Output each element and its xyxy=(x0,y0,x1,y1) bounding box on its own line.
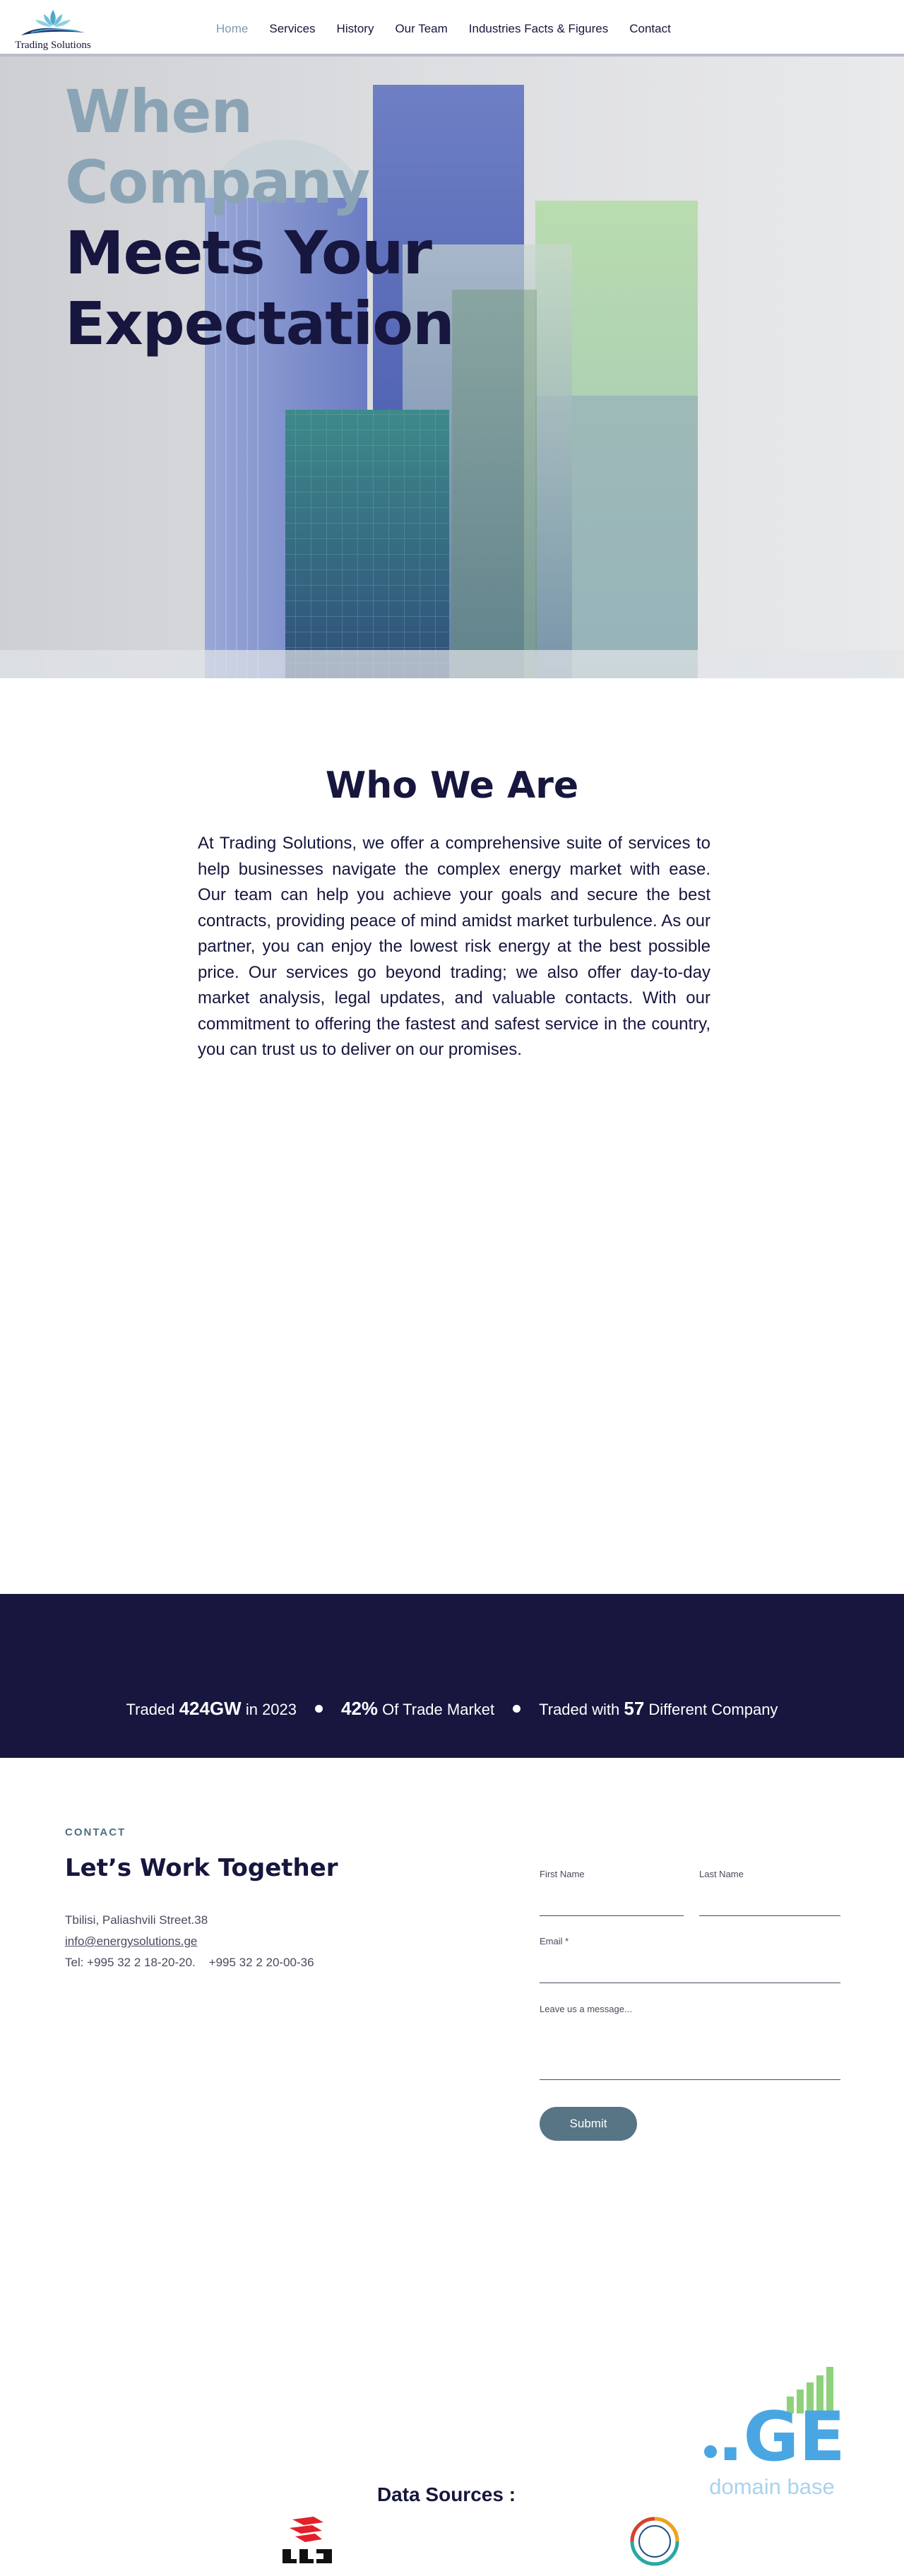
contact-kicker: CONTACT xyxy=(65,1826,126,1838)
about-title: Who We Are xyxy=(325,764,579,807)
message-label: Leave us a message... xyxy=(540,2004,632,2014)
logo-text: Trading Solutions xyxy=(15,40,91,51)
nav-contact[interactable]: Contact xyxy=(629,22,671,35)
ge-logo-icon xyxy=(703,2367,845,2462)
last-name-field[interactable] xyxy=(699,1869,840,1916)
stats-band xyxy=(0,1594,904,1758)
nav-services[interactable]: Services xyxy=(269,22,316,35)
hero-line-3: Meets Your xyxy=(65,218,432,288)
hero-line-4: Expectation xyxy=(65,289,454,358)
first-name-input[interactable] xyxy=(540,1884,686,1897)
nav-history[interactable]: History xyxy=(336,22,374,35)
last-name-input[interactable] xyxy=(699,1884,843,1897)
esco-source-logo-icon[interactable] xyxy=(629,2515,681,2568)
ge-logo-subtitle: domain base xyxy=(709,2474,835,2499)
site-header xyxy=(0,0,904,57)
email-field[interactable] xyxy=(540,1936,840,1983)
stat-traded-gw: Traded 424GW in 2023 xyxy=(126,1698,297,1719)
contact-address: Tbilisi, Paliashvili Street.38 xyxy=(65,1913,208,1927)
contact-phone: Tel: +995 32 2 18-20-20. +995 32 2 20-00-36 xyxy=(65,1956,314,1969)
contact-email-link[interactable]: info@energysolutions.ge xyxy=(65,1934,198,1948)
first-name-label: First Name xyxy=(540,1869,585,1879)
contact-info xyxy=(65,1910,314,1973)
nav-our-team[interactable]: Our Team xyxy=(395,22,448,35)
hero-line-2: Company xyxy=(65,148,370,217)
hero-headline xyxy=(65,76,454,359)
nav-home[interactable]: Home xyxy=(216,22,249,35)
stats-row xyxy=(0,1698,904,1720)
email-label: Email * xyxy=(540,1936,569,1946)
stat-companies: Traded with 57 Different Company xyxy=(539,1698,778,1719)
contact-title: Let’s Work Together xyxy=(65,1854,338,1882)
email-input[interactable] xyxy=(540,1951,843,1964)
logo[interactable] xyxy=(7,4,99,52)
stat-market-share: 42% Of Trade Market xyxy=(341,1698,495,1719)
message-textarea[interactable] xyxy=(540,2019,843,2072)
message-field[interactable] xyxy=(540,2004,840,2080)
main-nav xyxy=(216,22,692,39)
nav-industries-facts[interactable]: Industries Facts & Figures xyxy=(468,22,609,35)
last-name-label: Last Name xyxy=(699,1869,744,1879)
data-sources-title: Data Sources : xyxy=(376,2483,516,2505)
stat-separator-dot xyxy=(315,1705,323,1713)
hero-line-1: When xyxy=(65,77,253,146)
about-text: At Trading Solutions, we offer a comprehensive suite of services to help businesses navigate the complex energy market with ease. Our team can help you achieve your goals and secure the best contracts, providing peace of mind amidst market turbulence. As our partner, you can enjoy the lowest risk energy at the best possible price. Our services go beyond trading; we also offer day-to-day market analysis, legal updates, and valuable contacts. With our commitment to offering the fastest and safest service in the country, you can trust us to deliver on our promises. xyxy=(198,834,710,1059)
first-name-field[interactable] xyxy=(540,1869,684,1916)
stat-separator-dot xyxy=(513,1705,521,1713)
gse-source-logo-icon[interactable] xyxy=(280,2515,336,2566)
lotus-logo-icon xyxy=(7,4,99,40)
hero-section xyxy=(0,57,904,678)
ge-domain-logo xyxy=(703,2367,845,2462)
submit-button[interactable]: Submit xyxy=(540,2107,637,2141)
ge-logo-text: .GE xyxy=(718,2397,845,2462)
